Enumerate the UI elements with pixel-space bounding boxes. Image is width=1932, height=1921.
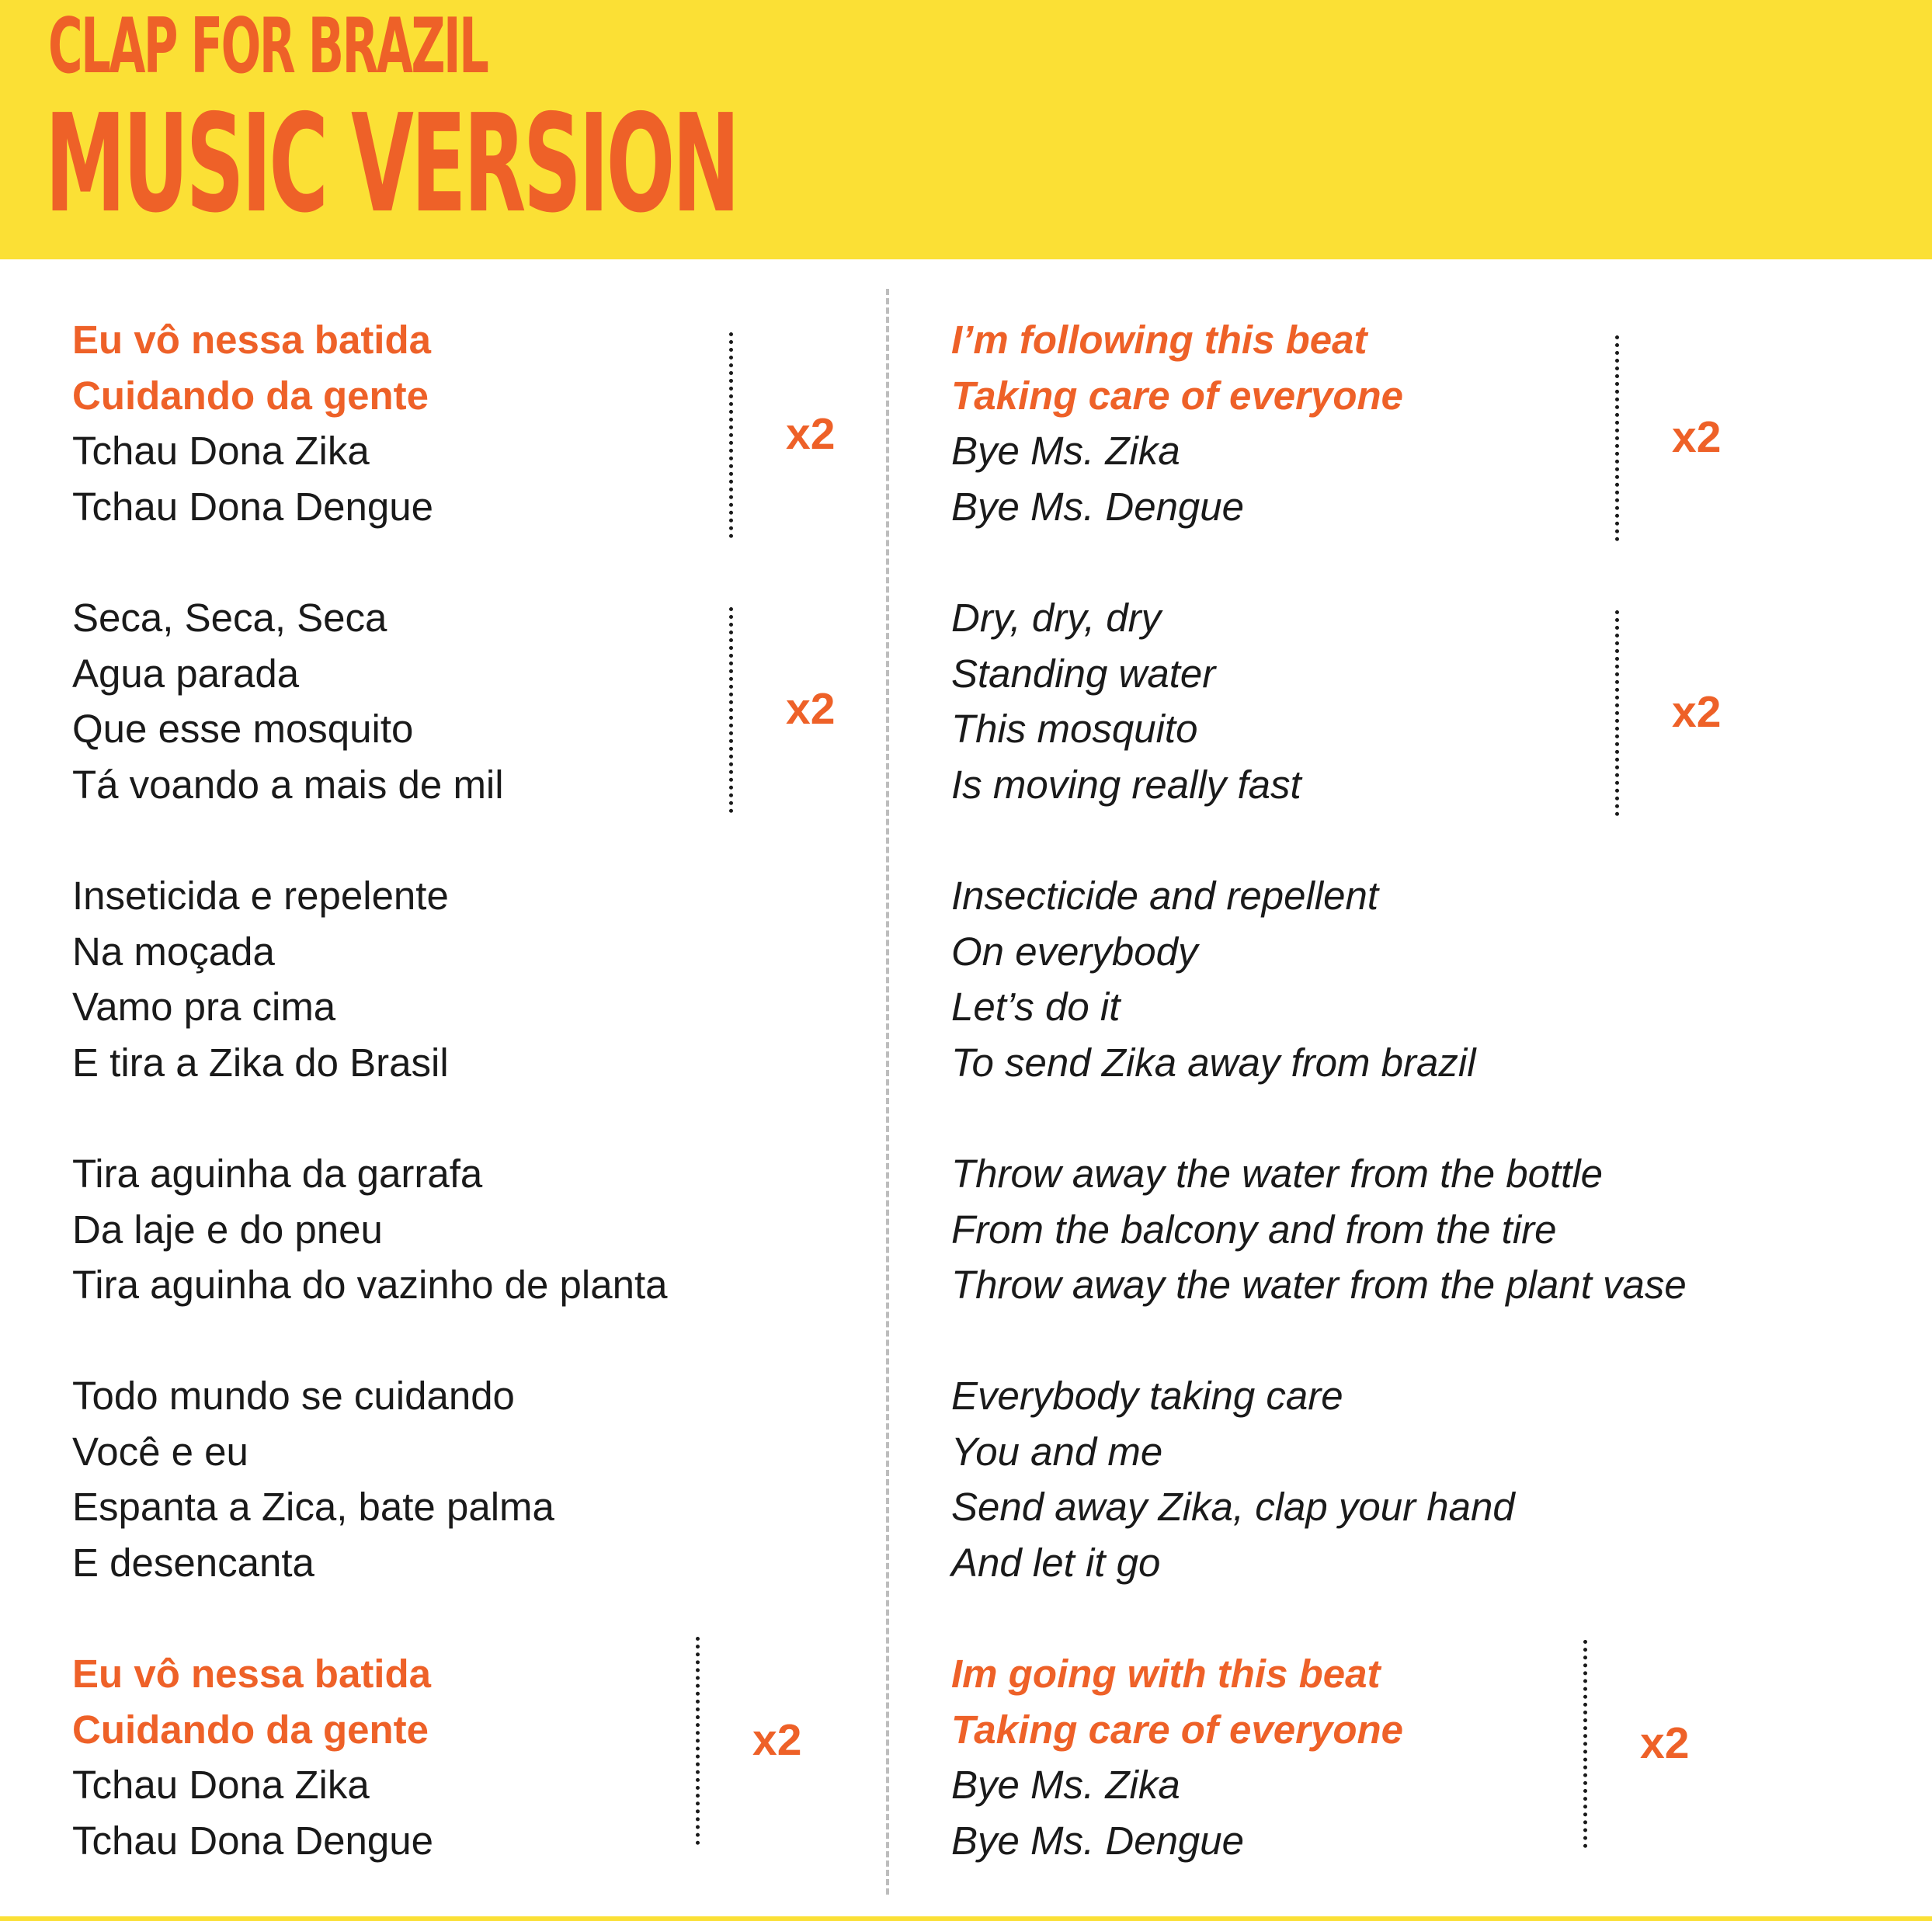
stanza-en-2 — [0, 590, 1301, 812]
lyric-line: Cuidando da gente — [72, 373, 429, 418]
lyric-line: Taking care of everyone — [951, 1707, 1404, 1752]
lyric-line: Espanta a Zica, bate palma — [72, 1485, 554, 1529]
lyric-line: Inseticida e repelente — [72, 874, 449, 918]
lyric-line: Let’s do it — [951, 985, 1121, 1029]
stanza-en-5 — [0, 1368, 1515, 1590]
stanza-en-3 — [0, 868, 1476, 1090]
repeat-mark: x2 — [1672, 412, 1722, 462]
repeat-bracket — [1583, 1640, 1587, 1848]
lyric-line: Eu vô nessa batida — [72, 318, 431, 362]
stanza-en-6 — [0, 1646, 1403, 1868]
lyric-line: Standing water — [951, 651, 1216, 696]
repeat-mark: x2 — [786, 409, 836, 459]
lyric-line: And let it go — [951, 1540, 1161, 1585]
lyric-line: Tchau Dona Zika — [72, 429, 370, 473]
lyric-line: I’m following this beat — [951, 318, 1367, 362]
lyric-line: Taking care of everyone — [951, 373, 1404, 418]
lyric-line: Bye Ms. Zika — [951, 1763, 1180, 1807]
lyric-line: E tira a Zika do Brasil — [72, 1040, 449, 1085]
repeat-bracket — [1615, 610, 1619, 816]
lyric-line: Is moving really fast — [951, 762, 1301, 807]
lyric-line: Eu vô nessa batida — [72, 1652, 431, 1696]
lyric-line: Bye Ms. Dengue — [951, 484, 1245, 529]
lyric-line: On everybody — [951, 929, 1198, 974]
page-header — [0, 0, 1932, 259]
lyric-line: Tchau Dona Dengue — [72, 484, 434, 529]
lyric-line: Que esse mosquito — [72, 707, 414, 751]
lyric-line: Tchau Dona Dengue — [72, 1818, 434, 1863]
header-subtitle: CLAP FOR BRAZIL — [48, 2, 488, 91]
lyric-line: Tá voando a mais de mil — [72, 762, 504, 807]
lyric-line: Throw away the water from the plant vase — [951, 1263, 1687, 1307]
lyric-line: Agua parada — [72, 651, 300, 696]
repeat-bracket — [1615, 335, 1619, 541]
lyric-line: Da laje e do pneu — [72, 1207, 383, 1252]
lyric-line: Insecticide and repellent — [951, 874, 1379, 918]
lyric-line: From the balcony and from the tire — [951, 1207, 1557, 1252]
stanza-en-4 — [0, 1146, 1687, 1313]
lyric-line: Cuidando da gente — [72, 1707, 429, 1752]
lyric-line: This mosquito — [951, 707, 1198, 751]
lyric-line: You and me — [951, 1429, 1163, 1474]
lyric-line: Send away Zika, clap your hand — [951, 1485, 1515, 1529]
lyric-line: Im going with this beat — [951, 1652, 1381, 1696]
lyric-line: Dry, dry, dry — [951, 596, 1162, 640]
header-title: MUSIC VERSION — [45, 85, 738, 243]
lyric-line: Tchau Dona Zika — [72, 1763, 370, 1807]
lyric-line: Seca, Seca, Seca — [72, 596, 387, 640]
repeat-mark: x2 — [1672, 687, 1722, 737]
lyric-line: Tira aguinha do vazinho de planta — [72, 1263, 668, 1307]
lyric-line: Everybody taking care — [951, 1374, 1343, 1418]
repeat-mark: x2 — [752, 1715, 802, 1765]
lyric-line: Todo mundo se cuidando — [72, 1374, 515, 1418]
repeat-mark: x2 — [1640, 1718, 1690, 1768]
lyric-line: Throw away the water from the bottle — [951, 1152, 1604, 1196]
lyric-line: Na moçada — [72, 929, 275, 974]
lyric-line: To send Zika away from brazil — [951, 1040, 1476, 1085]
lyric-line: E desencanta — [72, 1540, 314, 1585]
bottom-rule — [0, 1916, 1932, 1921]
repeat-mark: x2 — [786, 684, 836, 734]
lyric-line: Tira aguinha da garrafa — [72, 1152, 483, 1196]
lyric-line: Você e eu — [72, 1429, 248, 1474]
lyric-line: Vamo pra cima — [72, 985, 336, 1029]
stanza-en-1 — [0, 312, 1403, 534]
lyric-line: Bye Ms. Dengue — [951, 1818, 1245, 1863]
lyric-line: Bye Ms. Zika — [951, 429, 1180, 473]
